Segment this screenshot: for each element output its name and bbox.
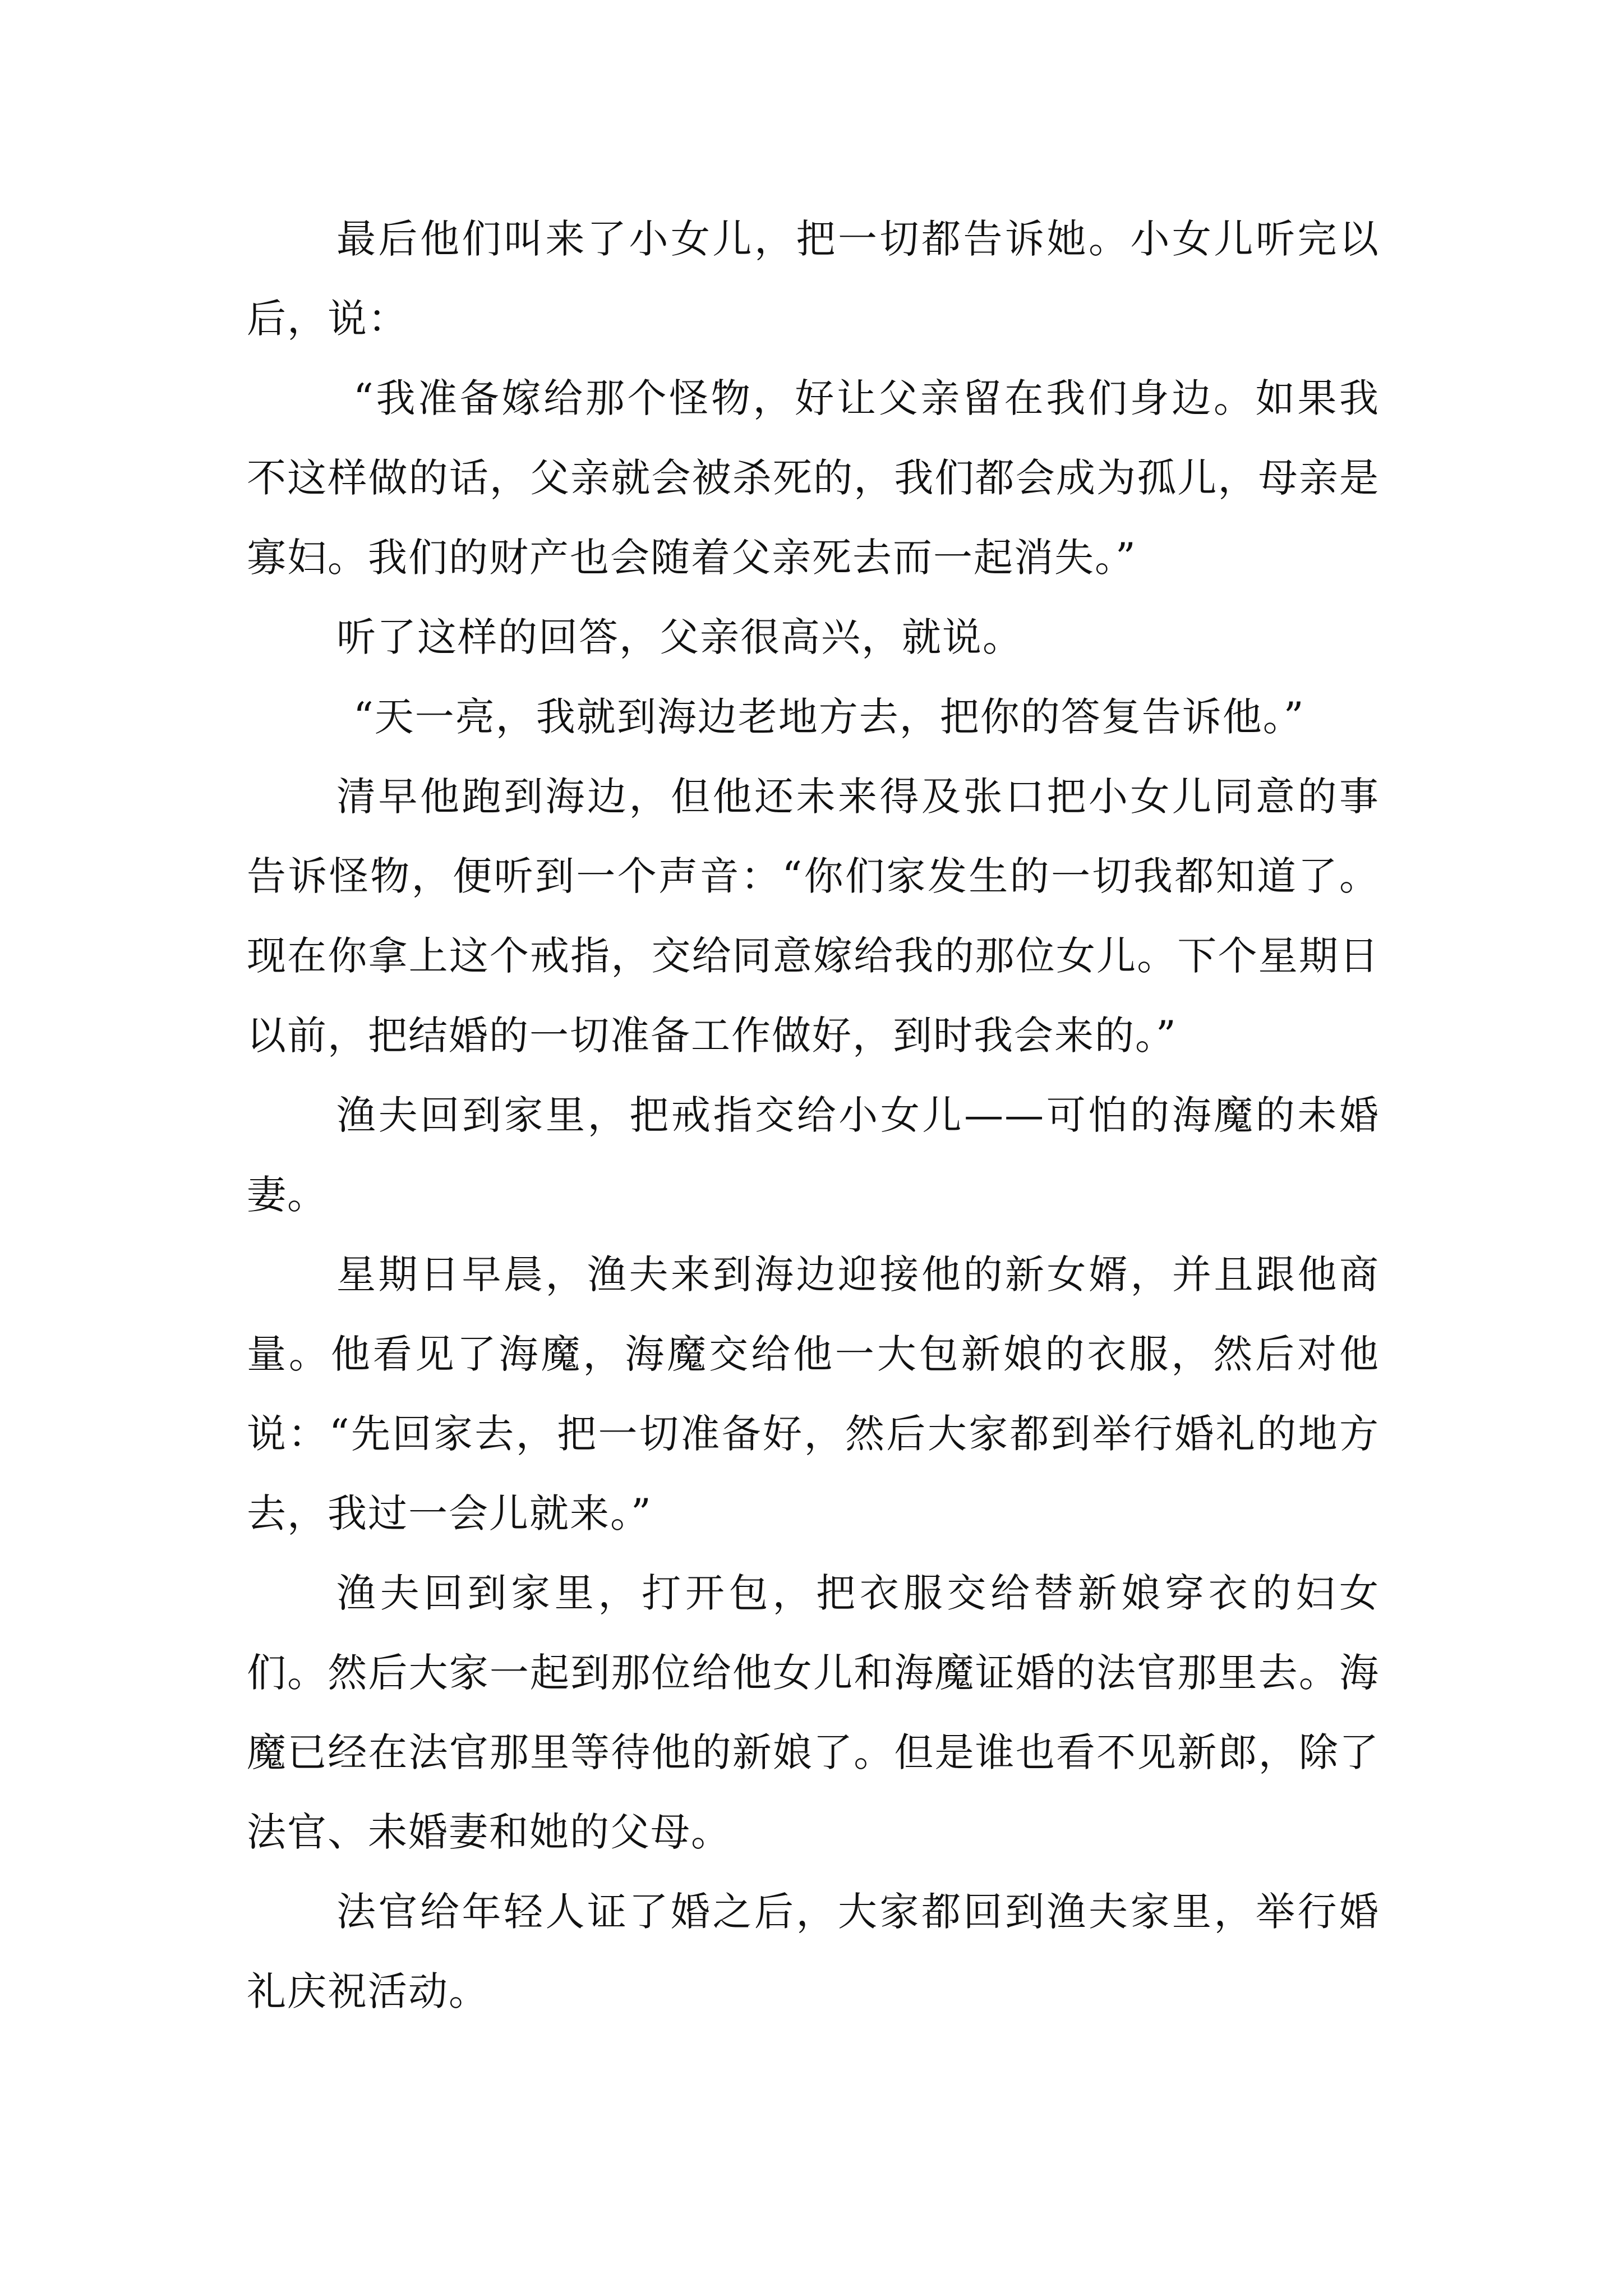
paragraph-3: 听了这样的回答，父亲很高兴，就说。 [336, 614, 1023, 660]
body-text [247, 199, 1380, 2031]
paragraph-7: 星期日早晨，渔夫来到海边迎接他的新女婿，并且跟他商量。他看见了海魔，海魔交给他一大包新娘的衣服，然后对他说：“先回家去，把一切准备好，然后大家都到举行婚礼的地方去，我过一会儿就来。” [247, 1251, 1380, 1536]
paragraph-2: “我准备嫁给那个怪物，好让父亲留在我们身边。如果我不这样做的话，父亲就会被杀死的，我们都会成为孤儿，母亲是寡妇。我们的财产也会随着父亲死去而一起消失。” [247, 375, 1380, 581]
paragraph-1: 最后他们叫来了小女儿，把一切都告诉她。小女儿听完以后，说： [247, 216, 1380, 342]
paragraph-6: 渔夫回到家里，把戒指交给小女儿——可怕的海魔的未婚妻。 [247, 1092, 1380, 1218]
paragraph-8: 渔夫回到家里，打开包，把衣服交给替新娘穿衣的妇女们。然后大家一起到那位给他女儿和海魔证婚的法官那里去。海魔已经在法官那里等待他的新娘了。但是谁也看不见新郎，除了法官、未婚妻和她的父母。 [247, 1570, 1380, 1855]
paragraph-9: 法官给年轻人证了婚之后，大家都回到渔夫家里，举行婚礼庆祝活动。 [247, 1889, 1380, 2014]
paragraph-4: “天一亮，我就到海边老地方去，把你的答复告诉他。” [353, 694, 1305, 740]
paragraph-5: 清早他跑到海边，但他还未来得及张口把小女儿同意的事告诉怪物，便听到一个声音：“你们家发生的一切我都知道了。现在你拿上这个戒指，交给同意嫁给我的那位女儿。下个星期日以前，把结婚的一切准备工作做好，到时我会来的。” [247, 774, 1380, 1059]
